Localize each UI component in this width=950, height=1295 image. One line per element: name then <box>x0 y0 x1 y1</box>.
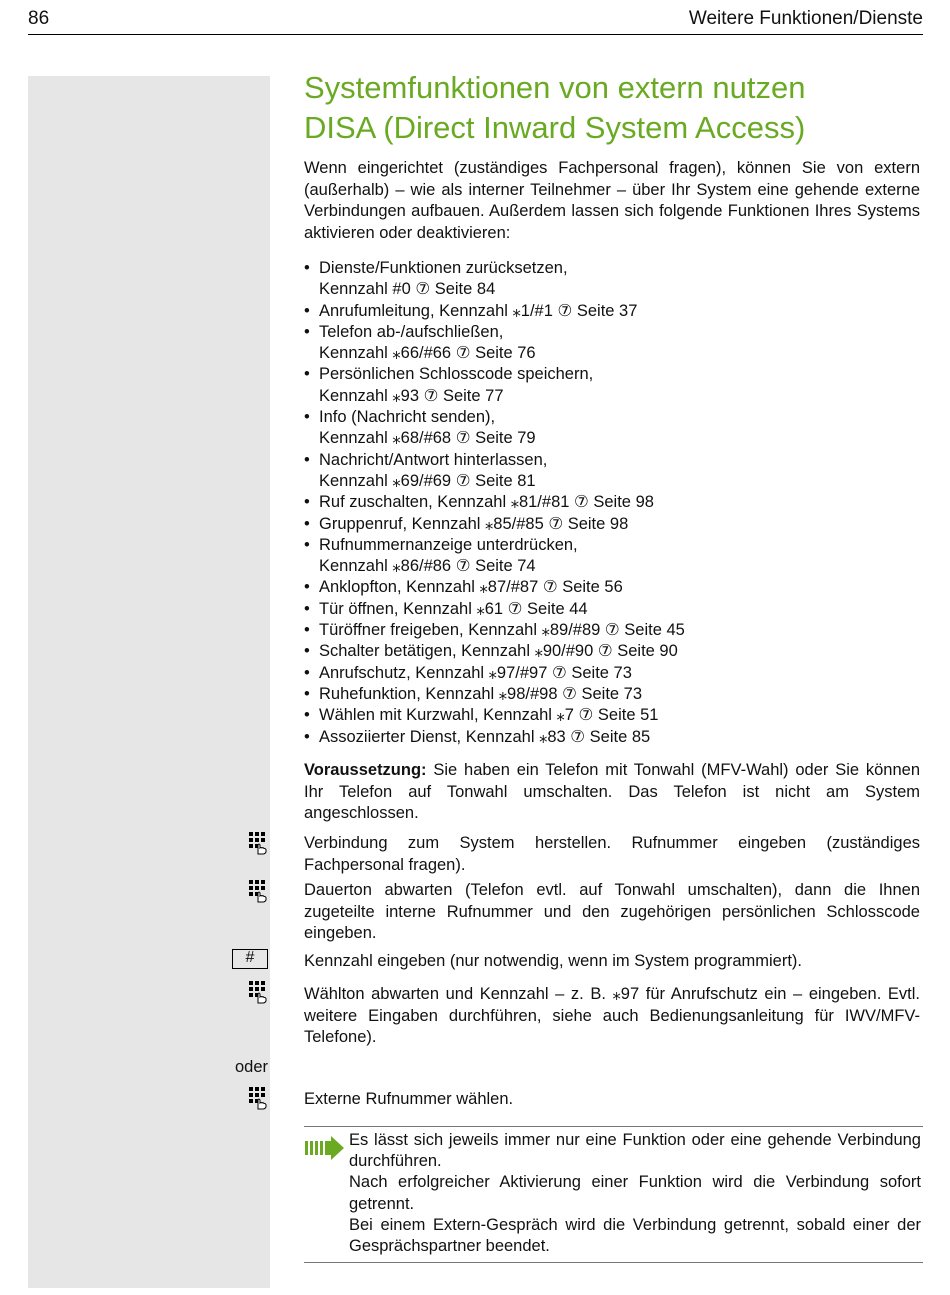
keypad-icon <box>248 879 268 903</box>
requirement-text: Sie haben ein Telefon mit Tonwahl (MFV-Wahl) oder Sie können Ihr Telefon auf Tonwahl umschalten. Das Telefon ist nicht am System angeschlossen. <box>304 761 920 822</box>
oder-label: oder <box>234 1058 268 1076</box>
page-number: 86 <box>28 8 50 29</box>
requirement-label: Voraussetzung: <box>304 761 427 779</box>
list-item: • Nachricht/Antwort hinterlassen, Kennzahl ⁎69/#69 ⑦ Seite 81 <box>304 450 920 493</box>
note-line: Es lässt sich jeweils immer nur eine Funktion oder eine gehende Verbindung durchführen. <box>349 1131 921 1171</box>
hash-key-icon: # <box>232 949 268 969</box>
arrow-right-icon <box>305 1136 345 1160</box>
list-item: • Rufnummernanzeige unterdrücken, Kennzahl ⁎86/#86 ⑦ Seite 74 <box>304 535 920 578</box>
note-line: Bei einem Extern-Gespräch wird die Verbindung getrennt, sobald einer der Gesprächspartner beendet. <box>349 1215 921 1256</box>
list-item: • Info (Nachricht senden), Kennzahl ⁎68/#68 ⑦ Seite 79 <box>304 407 920 450</box>
keypad-icon <box>248 831 268 855</box>
step-enter-function-code: Kennzahl eingeben (nur notwendig, wenn im System programmiert). <box>304 952 802 970</box>
note-divider-top <box>304 1126 923 1127</box>
function-list <box>304 258 920 748</box>
list-item: • Schalter betätigen, Kennzahl ⁎90/#90 ⑦ Seite 90 <box>304 641 920 662</box>
note-line: Nach erfolgreicher Aktivierung einer Funktion wird die Verbindung sofort getrennt. <box>349 1173 921 1213</box>
list-item: • Ruhefunktion, Kennzahl ⁎98/#98 ⑦ Seite 73 <box>304 684 920 705</box>
keypad-icon <box>248 1086 268 1110</box>
page-title <box>304 68 805 148</box>
list-item: • Gruppenruf, Kennzahl ⁎85/#85 ⑦ Seite 98 <box>304 514 920 535</box>
list-item: • Tür öffnen, Kennzahl ⁎61 ⑦ Seite 44 <box>304 599 920 620</box>
note-divider-bottom <box>304 1262 923 1263</box>
section-title: Weitere Funktionen/Dienste <box>688 8 923 29</box>
list-item: • Telefon ab-/aufschließen, Kennzahl ⁎66/#66 ⑦ Seite 76 <box>304 322 920 365</box>
list-item: • Assoziierter Dienst, Kennzahl ⁎83 ⑦ Seite 85 <box>304 727 920 748</box>
page-title-line-2: DISA (Direct Inward System Access) <box>304 110 806 145</box>
list-item: • Dienste/Funktionen zurücksetzen, Kennzahl #0 ⑦ Seite 84 <box>304 258 920 301</box>
list-item: • Ruf zuschalten, Kennzahl ⁎81/#81 ⑦ Seite 98 <box>304 492 920 513</box>
step-connect-system: Verbindung zum System herstellen. Rufnummer eingeben (zuständiges Fachpersonal fragen). <box>304 834 920 874</box>
intro-paragraph: Wenn eingerichtet (zuständiges Fachpersonal fragen), können Sie von extern (außerhalb) – wie als interner Teilnehmer – über Ihr System eine gehende externe Verbindungen aufbauen. Außerdem lassen sich folgende Funktionen Ihres Systems aktivieren oder deaktivieren: <box>304 159 920 242</box>
step-dial-external: Externe Rufnummer wählen. <box>304 1090 514 1108</box>
page-title-line-1: Systemfunktionen von extern nutzen <box>304 70 806 105</box>
page-header <box>28 6 923 35</box>
list-item: • Türöffner freigeben, Kennzahl ⁎89/#89 ⑦ Seite 45 <box>304 620 920 641</box>
list-item: • Wählen mit Kurzwahl, Kennzahl ⁎7 ⑦ Seite 51 <box>304 705 920 726</box>
list-item: • Anklopfton, Kennzahl ⁎87/#87 ⑦ Seite 56 <box>304 577 920 598</box>
list-item: • Anrufumleitung, Kennzahl ⁎1/#1 ⑦ Seite 37 <box>304 301 920 322</box>
step-dial-function: Wählton abwarten und Kennzahl – z. B. ⁎97 für Anrufschutz ein – eingeben. Evtl. weitere Eingaben durchführen, siehe auch Bedienungsanleitung für IWV/MFV-Telefone). <box>304 985 920 1046</box>
list-item: • Anrufschutz, Kennzahl ⁎97/#97 ⑦ Seite 73 <box>304 663 920 684</box>
list-item: • Persönlichen Schlosscode speichern, Kennzahl ⁎93 ⑦ Seite 77 <box>304 364 920 407</box>
requirement-paragraph <box>304 760 920 825</box>
left-margin-column <box>28 76 270 1288</box>
keypad-icon <box>248 980 268 1004</box>
note-text <box>349 1130 921 1257</box>
step-enter-code: Dauerton abwarten (Telefon evtl. auf Tonwahl umschalten), dann die Ihnen zugeteilte interne Rufnummer und den zugehörigen persönlichen Schlosscode eingeben. <box>304 881 920 942</box>
